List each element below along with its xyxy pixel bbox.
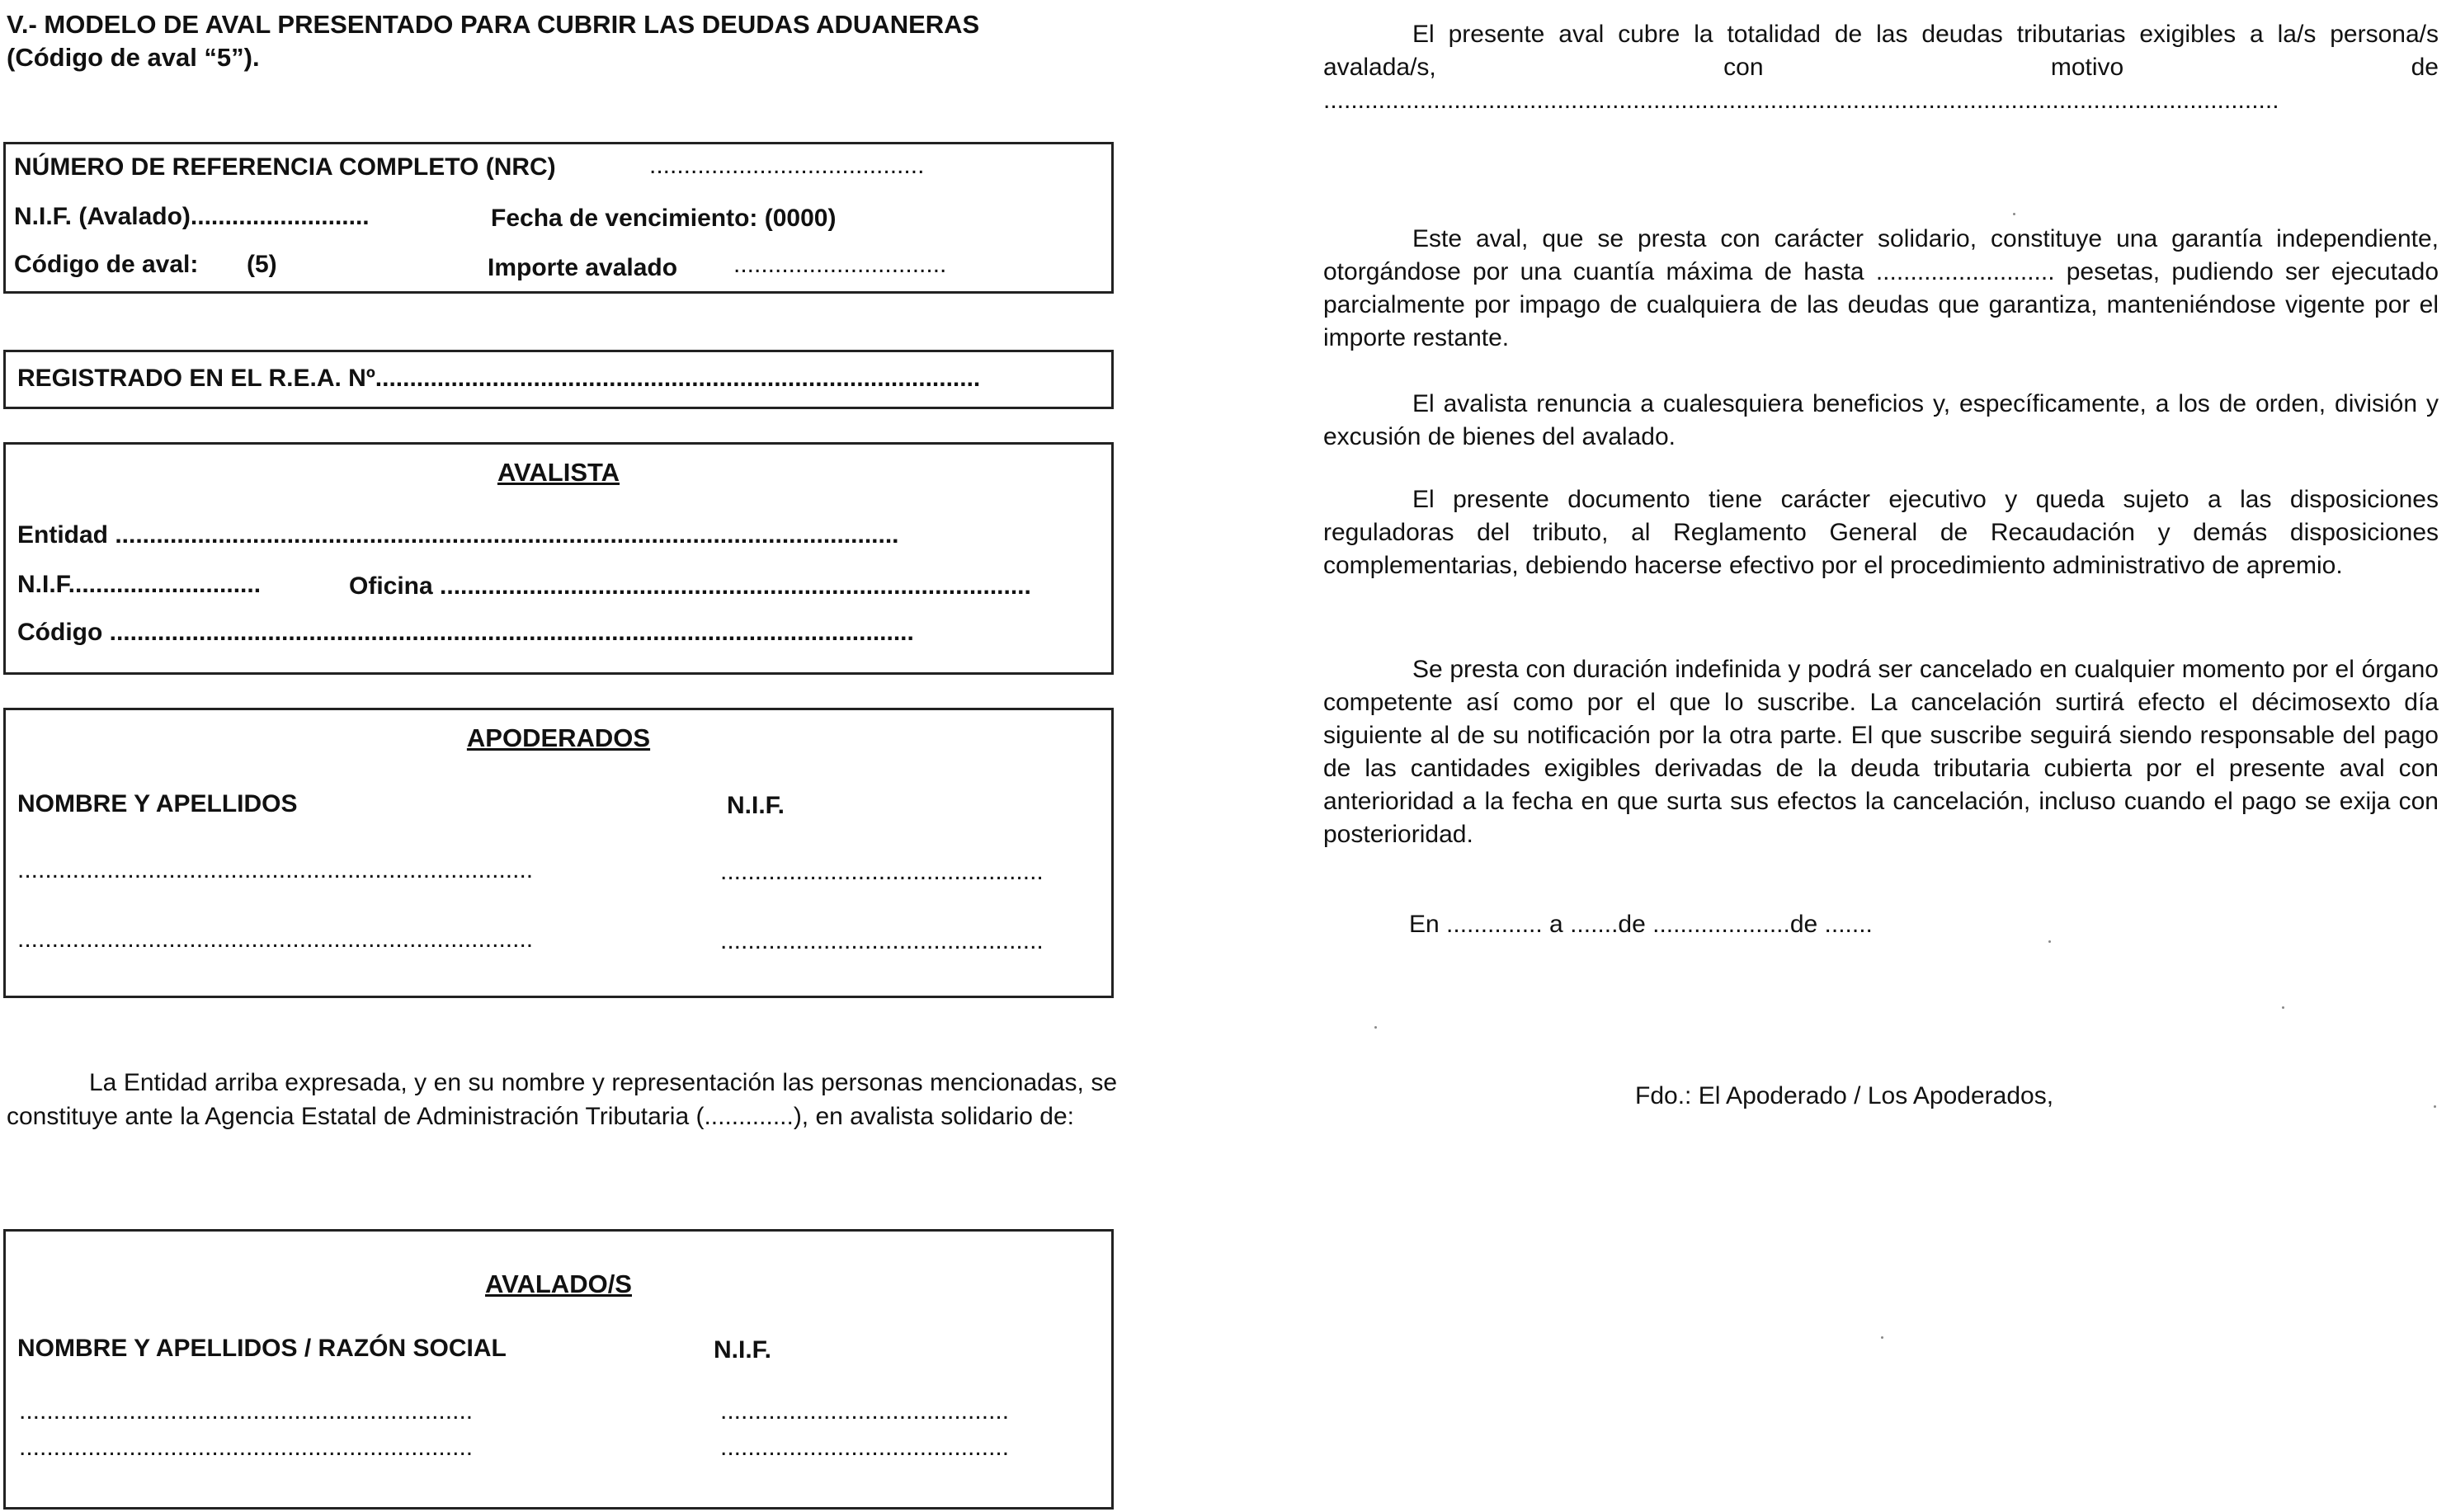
scan-speck <box>1881 1336 1883 1339</box>
avalados-col-name: NOMBRE Y APELLIDOS / RAZÓN SOCIAL <box>17 1335 507 1362</box>
apoderados-title: APODERADOS <box>466 723 651 752</box>
document-heading <box>7 8 1120 74</box>
rea-label: REGISTRADO EN EL R.E.A. Nº........................................................................................ <box>17 365 981 392</box>
constitution-paragraph <box>7 1066 1117 1133</box>
avalados-name-dots-2: .................................................................. <box>19 1434 474 1461</box>
importe-avalado-label: Importe avalado <box>488 254 678 281</box>
left-column <box>7 8 1120 74</box>
apoderados-col-nif: N.I.F. <box>727 792 785 819</box>
apoderados-nif-dots-1: ............................................... <box>720 858 1044 885</box>
coverage-paragraph: El presente aval cubre la totalidad de las deudas tributarias exigibles a la/s persona/s avalada/s, con motivo de ........................................................................................................................................... <box>1323 21 2439 114</box>
executive-paragraph: El presente documento tiene carácter ejecutivo y queda sujeto a las disposiciones reguladoras del tributo, al Reglamento General de Recaudación y demás disposiciones complementarias, debiendo hacerse efectivo por el procedimiento administrativo de apremio. <box>1323 486 2439 579</box>
apoderados-nif-dots-2: ............................................... <box>720 927 1044 954</box>
apoderados-col-name: NOMBRE Y APELLIDOS <box>17 790 298 817</box>
apoderados-name-dots-1: ........................................................................... <box>17 856 534 883</box>
place-date-line: En .............. a .......de ....................de ....... <box>1409 911 1873 938</box>
scan-speck <box>2434 1105 2436 1108</box>
avalados-box <box>3 1229 1114 1510</box>
fecha-vencimiento-label: Fecha de vencimiento: (0000) <box>491 205 837 232</box>
codigo-aval-value: (5) <box>247 251 277 278</box>
signature-line: Fdo.: El Apoderado / Los Apoderados, <box>1635 1082 2054 1109</box>
nrc-box <box>3 142 1114 294</box>
constitution-text: La Entidad arriba expresada, y en su nombre y representación las personas mencionadas, se constituye ante la Agencia Estatal de Administración Tributaria (.............), en avalista solidario de: <box>7 1069 1117 1130</box>
avalista-codigo: Código ..................................................................................................................... <box>17 619 914 646</box>
duration-paragraph: Se presta con duración indefinida y podrá ser cancelado en cualquier momento por el órgano competente así como por el que lo suscribe. La cancelación surtirá efecto el décimosexto día siguiente al de su notificación por la otra parte. El que suscribe seguirá siendo responsable del pago de las cantidades exigibles derivadas de la deuda tributaria cubierta por el presente aval con anterioridad a la fecha en que surta sus efectos la cancelación, incluso cuando el pago se exija con posterioridad. <box>1323 656 2439 848</box>
avalista-nif: N.I.F............................ <box>17 571 262 598</box>
codigo-aval-label: Código de aval: <box>14 251 199 278</box>
avalista-oficina: Oficina ...................................................................................... <box>349 572 1031 600</box>
apoderados-box <box>3 708 1114 998</box>
nrc-dots: ........................................ <box>649 152 925 179</box>
avalista-title: AVALISTA <box>497 458 620 487</box>
scan-speck <box>2282 1006 2284 1009</box>
avalados-title: AVALADO/S <box>485 1269 632 1298</box>
solidarity-paragraph: Este aval, que se presta con carácter solidario, constituye una garantía independiente, otorgándose por una cuantía máxima de hasta .......................... pesetas, pudiendo ser ejecutado parcialmente por impago de cualquiera de las deudas que garantiza, manteniéndose vigente por el importe restante. <box>1323 225 2439 351</box>
avalados-name-dots-1: .................................................................. <box>19 1397 474 1425</box>
scan-speck <box>2013 213 2015 215</box>
nif-avalado-label: N.I.F. (Avalado).......................... <box>14 203 370 230</box>
avalados-nif-dots-2: .......................................... <box>720 1434 1010 1461</box>
avalista-entidad: Entidad .................................................................................................................. <box>17 521 899 549</box>
importe-avalado-dots: ............................... <box>733 251 947 278</box>
heading-line-1: V.- MODELO DE AVAL PRESENTADO PARA CUBRIR LAS DEUDAS ADUANERAS <box>7 10 980 39</box>
avalados-nif-dots-1: .......................................... <box>720 1397 1010 1425</box>
nrc-label: NÚMERO DE REFERENCIA COMPLETO (NRC) <box>14 153 556 181</box>
apoderados-name-dots-2: ........................................................................... <box>17 926 534 953</box>
heading-line-2: (Código de aval “5”). <box>7 43 260 72</box>
avalista-box <box>3 442 1114 675</box>
scan-speck <box>1374 1026 1377 1029</box>
avalados-col-nif: N.I.F. <box>714 1336 772 1364</box>
rea-box <box>3 350 1114 409</box>
scan-speck <box>2048 940 2051 943</box>
renunciation-paragraph: El avalista renuncia a cualesquiera beneficios y, específicamente, a los de orden, división y excusión de bienes del avalado. <box>1323 390 2439 450</box>
